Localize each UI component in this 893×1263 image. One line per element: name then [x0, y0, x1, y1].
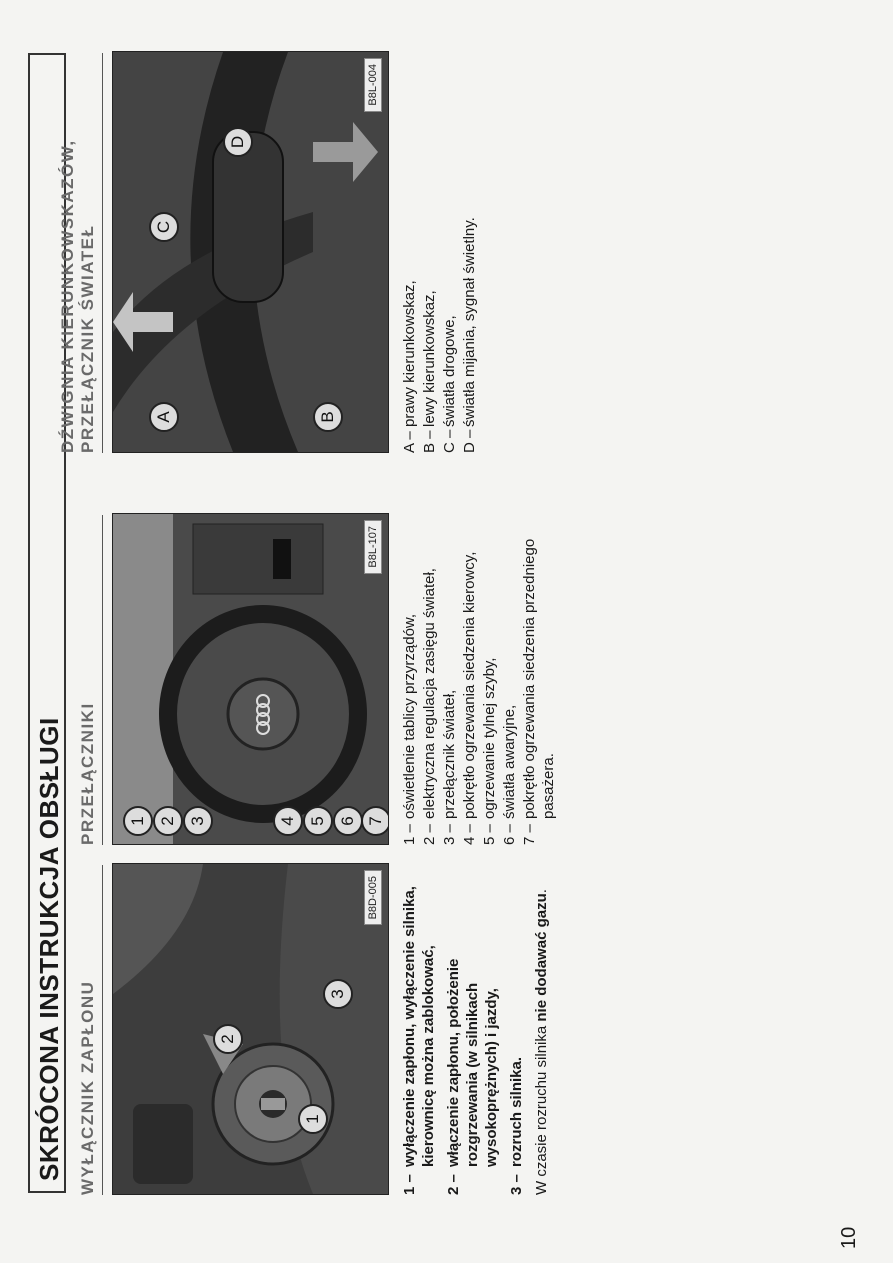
switches-rule [102, 515, 103, 845]
page-title: SKRÓCONA INSTRUKCJA OBSŁUGI [34, 717, 64, 1181]
ignition-photo [112, 863, 389, 1195]
ignition-rule [102, 865, 103, 1195]
lever-heading-line1: DŹWIGNIA KIERUNKOWSKAZÓW, [58, 139, 77, 453]
ignition-callout-2: 2 [213, 1024, 243, 1054]
ignition-list [400, 865, 551, 1195]
switches-callout-1: 1 [123, 806, 153, 836]
switches-callout-6: 6 [333, 806, 363, 836]
list-item: A – prawy kierunkowskaz, [401, 280, 418, 453]
page-number: 10 [838, 1226, 860, 1249]
ignition-callout-1: 1 [298, 1104, 328, 1134]
list-item: 1 – wyłączenie zapłonu, wyłączenie silnika, kierownicę można zablokować, [401, 886, 437, 1195]
ignition-note: W czasie rozruchu silnika nie dodawać gazu. [533, 889, 550, 1195]
lever-callout-B: B [313, 402, 343, 432]
switches-list [400, 515, 559, 845]
ignition-callout-3: 3 [323, 979, 353, 1009]
list-item: B – lewy kierunkowskaz, [421, 290, 438, 453]
list-item: 3 – rozruch silnika. [508, 1056, 525, 1195]
lever-callout-D: D [223, 127, 253, 157]
switches-photo [112, 513, 389, 845]
switches-callout-7: 7 [361, 806, 389, 836]
ignition-illustration [113, 864, 388, 1194]
list-item: D – światła mijania, sygnał świetlny. [461, 217, 478, 453]
list-item: 6 – światła awaryjne, [501, 704, 518, 845]
list-item: 4 – pokrętło ogrzewania siedzenia kierowcy, [461, 551, 478, 845]
lever-callout-C: C [149, 212, 179, 242]
switches-callout-4: 4 [273, 806, 303, 836]
list-item: 7 – pokrętło ogrzewania siedzenia przedniego pasażera. [521, 538, 557, 845]
ignition-photo-code: B8D-005 [364, 870, 382, 925]
list-item: 2 – elektryczna regulacja zasięgu świateł, [421, 568, 438, 845]
list-item: 1 – oświetlenie tablicy przyrządów, [401, 613, 418, 845]
switches-callout-3: 3 [183, 806, 213, 836]
lever-heading-line2: PRZEŁĄCZNIK ŚWIATEŁ [78, 224, 97, 453]
list-item: 3 – przełącznik świateł, [441, 689, 458, 845]
lever-rule [102, 53, 103, 453]
switches-photo-code: B8L-107 [364, 520, 382, 574]
list-item: 2 – włączenie zapłonu, położenie rozgrzewania (w silnikach wysokoprężnych) i jazdy, [445, 958, 500, 1195]
ignition-heading: WYŁĄCZNIK ZAPŁONU [78, 980, 97, 1195]
lever-photo-code: B8L-004 [364, 58, 382, 112]
lever-callout-A: A [149, 402, 179, 432]
lever-illustration [113, 52, 388, 452]
switches-callout-2: 2 [153, 806, 183, 836]
switches-illustration [113, 514, 388, 844]
lever-photo [112, 51, 389, 453]
list-item: 5 – ogrzewanie tylnej szyby, [481, 657, 498, 845]
switches-callout-5: 5 [303, 806, 333, 836]
list-item: C – światła drogowe, [441, 315, 458, 453]
switches-heading: PRZEŁĄCZNIKI [78, 702, 97, 845]
lever-list [400, 53, 480, 453]
